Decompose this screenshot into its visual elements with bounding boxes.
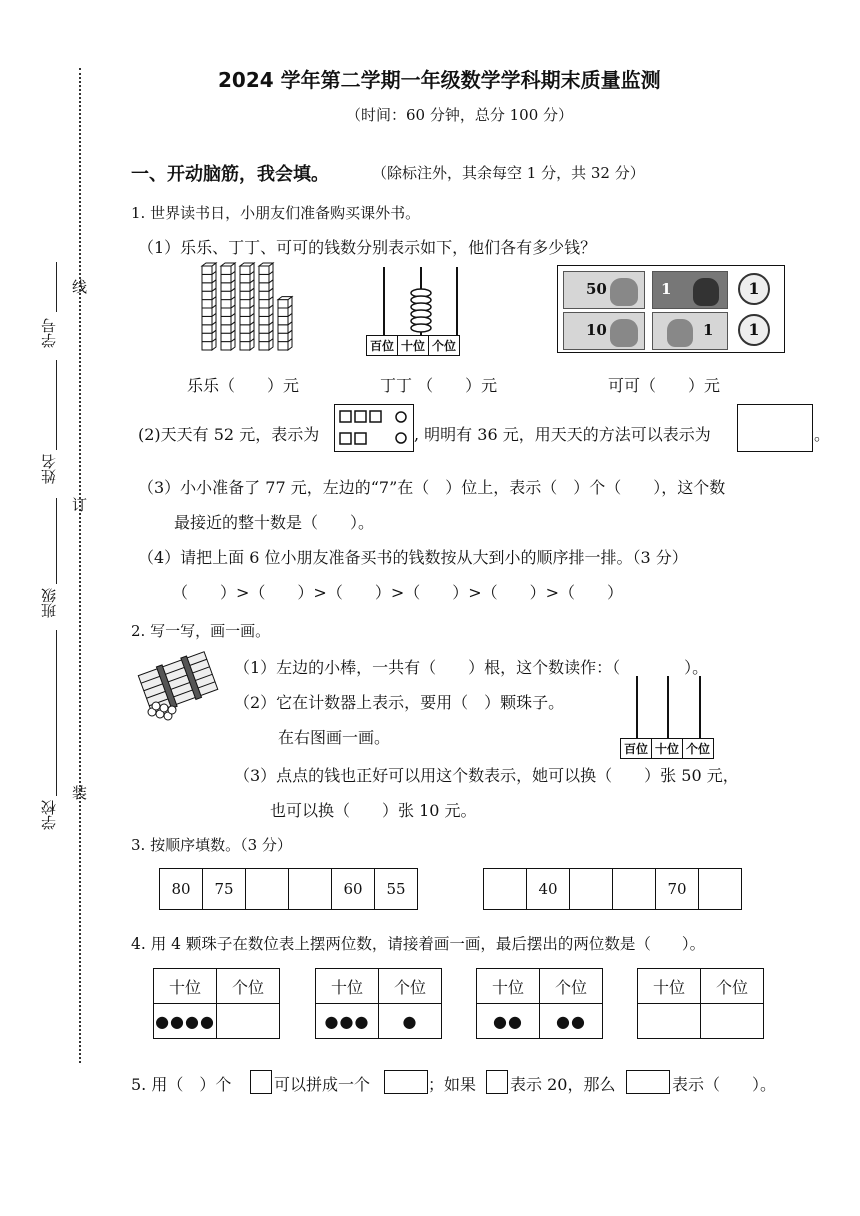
abacus-beads xyxy=(408,288,434,336)
abacus-rod-hundreds xyxy=(383,267,385,335)
q2-part2b: 在右图画一画。 xyxy=(278,728,391,747)
banknote-10 xyxy=(563,312,645,350)
tiantian-representation xyxy=(334,404,414,452)
seq2-cell-blank[interactable] xyxy=(570,869,613,910)
pv-header-ones: 个位 xyxy=(701,969,764,1004)
banknote-50-value: 50 xyxy=(586,280,607,298)
portrait-icon xyxy=(667,319,693,347)
pv-header-tens: 十位 xyxy=(477,969,540,1004)
q4-stem[interactable]: 4. 用 4 颗珠子在数位表上摆两位数，请接着画一画，最后摆出的两位数是（ ）。 xyxy=(131,935,706,953)
abacus-label-hundreds: 百位 xyxy=(367,336,398,355)
class-underline[interactable] xyxy=(56,498,57,584)
abacus-label-tens: 十位 xyxy=(398,336,429,355)
squares-circles-figure xyxy=(335,405,413,451)
margin-label-class: 班级 xyxy=(40,588,58,618)
page-subtitle: （时间：60 分钟，总分 100 分） xyxy=(346,106,574,124)
margin-label-id: 学号 xyxy=(40,318,58,348)
q2-stem: 2. 写一写，画一画。 xyxy=(131,622,271,640)
banknote-10-value: 10 xyxy=(586,321,607,339)
rectangle-icon xyxy=(384,1070,428,1094)
q1-stem: 1. 世界读书日，小朋友们准备购买课外书。 xyxy=(131,204,421,222)
pv-header-ones: 个位 xyxy=(217,969,280,1004)
abacus2-label-tens: 十位 xyxy=(652,739,683,758)
q5-e[interactable]: 表示（ ）。 xyxy=(672,1075,777,1094)
q1-part2-c: 。 xyxy=(814,425,831,444)
binding-dotted-line xyxy=(79,68,81,1063)
seq1-cell: 60 xyxy=(332,869,375,910)
q2-part2[interactable]: （2）它在计数器上表示，要用（ ）颗珠子。 xyxy=(234,693,565,712)
abacus2-rod-tens[interactable] xyxy=(667,676,669,738)
q1-part4-blanks[interactable]: （ ）>（ ）>（ ）>（ ）>（ ）>（ ） xyxy=(172,583,624,602)
place-value-table-4 xyxy=(637,968,764,1039)
pv-tens-beads-blank[interactable] xyxy=(638,1004,701,1039)
abacus-label-ones: 个位 xyxy=(432,339,457,353)
banknote-dark-value: 1 xyxy=(661,280,672,298)
q1-part1: （1）乐乐、丁丁、可可的钱数分别表示如下，他们各有多少钱？ xyxy=(138,238,597,257)
seq2-cell: 40 xyxy=(527,869,570,910)
margin-label-school: 学校 xyxy=(40,800,58,830)
section-note: （除标注外，其余每空 1 分，共 32 分） xyxy=(372,164,645,182)
seq2-cell-blank[interactable] xyxy=(699,869,742,910)
margin-label-line: 线 xyxy=(72,278,88,296)
q2-part3-a[interactable]: （3）点点的钱也正好可以用这个数表示，她可以换（ ）张 50 元， xyxy=(234,766,739,785)
abacus2-base xyxy=(620,738,714,759)
seq2-cell: 70 xyxy=(656,869,699,910)
q3-stem: 3. 按顺序填数。（3 分） xyxy=(131,836,292,854)
coin-1-yuan: 1 xyxy=(738,314,770,346)
q2-part3-b[interactable]: 也可以换（ ）张 10 元。 xyxy=(270,801,477,820)
school-underline[interactable] xyxy=(56,630,57,796)
margin-label-name: 姓名 xyxy=(40,454,58,484)
pv-ones-beads xyxy=(217,1004,280,1039)
abacus-rod-ones xyxy=(456,267,458,335)
sequence-table-2 xyxy=(483,868,742,910)
bundled-sticks-icon xyxy=(134,648,226,722)
seq1-cell: 80 xyxy=(160,869,203,910)
lele-answer[interactable]: 乐乐（ ）元 xyxy=(187,376,300,395)
pv-header-ones: 个位 xyxy=(379,969,442,1004)
margin-label-bind: 装 xyxy=(72,784,88,802)
small-square-icon xyxy=(486,1070,508,1094)
seq2-cell-blank[interactable] xyxy=(613,869,656,910)
q1-part2-a: (2)天天有 52 元，表示为 xyxy=(138,425,320,444)
pv-ones-beads: ●● xyxy=(540,1004,603,1039)
pv-header-tens: 十位 xyxy=(316,969,379,1004)
q5-b: 可以拼成一个 xyxy=(274,1075,371,1094)
margin-label-seal: 订 xyxy=(72,496,88,514)
pv-tens-beads: ●●●● xyxy=(154,1004,217,1039)
q1-part3-b[interactable]: 最接近的整十数是（ ）。 xyxy=(174,513,375,532)
banknote-50 xyxy=(563,271,645,309)
rectangle-icon xyxy=(626,1070,670,1094)
pv-header-tens: 十位 xyxy=(154,969,217,1004)
seq1-cell: 55 xyxy=(375,869,418,910)
seq1-cell-blank[interactable] xyxy=(289,869,332,910)
q5-a[interactable]: 5. 用（ ）个 xyxy=(131,1075,232,1094)
place-value-table-2 xyxy=(315,968,442,1039)
banknote-1 xyxy=(652,312,728,350)
q1-part4: （4）请把上面 6 位小朋友准备买书的钱数按从大到小的顺序排一排。（3 分） xyxy=(138,548,688,567)
mingming-answer-box[interactable] xyxy=(737,404,813,452)
banknote-1-value: 1 xyxy=(703,321,714,339)
pv-ones-beads: ● xyxy=(379,1004,442,1039)
abacus2-rod-hundreds[interactable] xyxy=(636,676,638,738)
pv-header-ones: 个位 xyxy=(540,969,603,1004)
coin-1-yuan: 1 xyxy=(738,273,770,305)
dingding-answer[interactable]: 丁丁 （ ）元 xyxy=(380,376,498,395)
banknote-1-dark xyxy=(652,271,728,309)
seq1-cell: 75 xyxy=(203,869,246,910)
portrait-icon xyxy=(610,278,638,306)
name-underline[interactable] xyxy=(56,360,57,450)
abacus-base xyxy=(366,335,460,356)
abacus2-label-hundreds: 百位 xyxy=(621,739,652,758)
section-heading: 一、开动脑筋，我会填。 xyxy=(131,164,329,185)
q2-part1[interactable]: （1）左边的小棒，一共有（ ）根，这个数读作：（ ）。 xyxy=(234,658,709,677)
portrait-icon xyxy=(693,278,719,306)
q1-part3-a[interactable]: （3）小小准备了 77 元，左边的“7”在（ ）位上，表示（ ）个（ ），这个数 xyxy=(138,478,726,497)
page-title: 2024 学年第二学期一年级数学学科期末质量监测 xyxy=(218,68,661,92)
keke-answer[interactable]: 可可（ ）元 xyxy=(608,376,721,395)
seq2-cell-blank[interactable] xyxy=(484,869,527,910)
portrait-icon xyxy=(610,319,638,347)
pv-ones-beads-blank[interactable] xyxy=(701,1004,764,1039)
small-square-icon xyxy=(250,1070,272,1094)
pv-tens-beads: ●●● xyxy=(316,1004,379,1039)
q1-part2-b: , 明明有 36 元，用天天的方法可以表示为 xyxy=(414,425,711,444)
seq1-cell-blank[interactable] xyxy=(246,869,289,910)
q5-d: 表示 20，那么 xyxy=(510,1075,616,1094)
pv-header-tens: 十位 xyxy=(638,969,701,1004)
q5-c: ；如果 xyxy=(428,1075,477,1094)
abacus2-label-ones: 个位 xyxy=(686,742,711,756)
pv-tens-beads: ●● xyxy=(477,1004,540,1039)
tens-cubes-figure xyxy=(198,262,298,356)
place-value-table-1 xyxy=(153,968,280,1039)
abacus2-rod-ones[interactable] xyxy=(699,676,701,738)
sequence-table-1 xyxy=(159,868,418,910)
place-value-table-3 xyxy=(476,968,603,1039)
id-underline[interactable] xyxy=(56,262,57,312)
